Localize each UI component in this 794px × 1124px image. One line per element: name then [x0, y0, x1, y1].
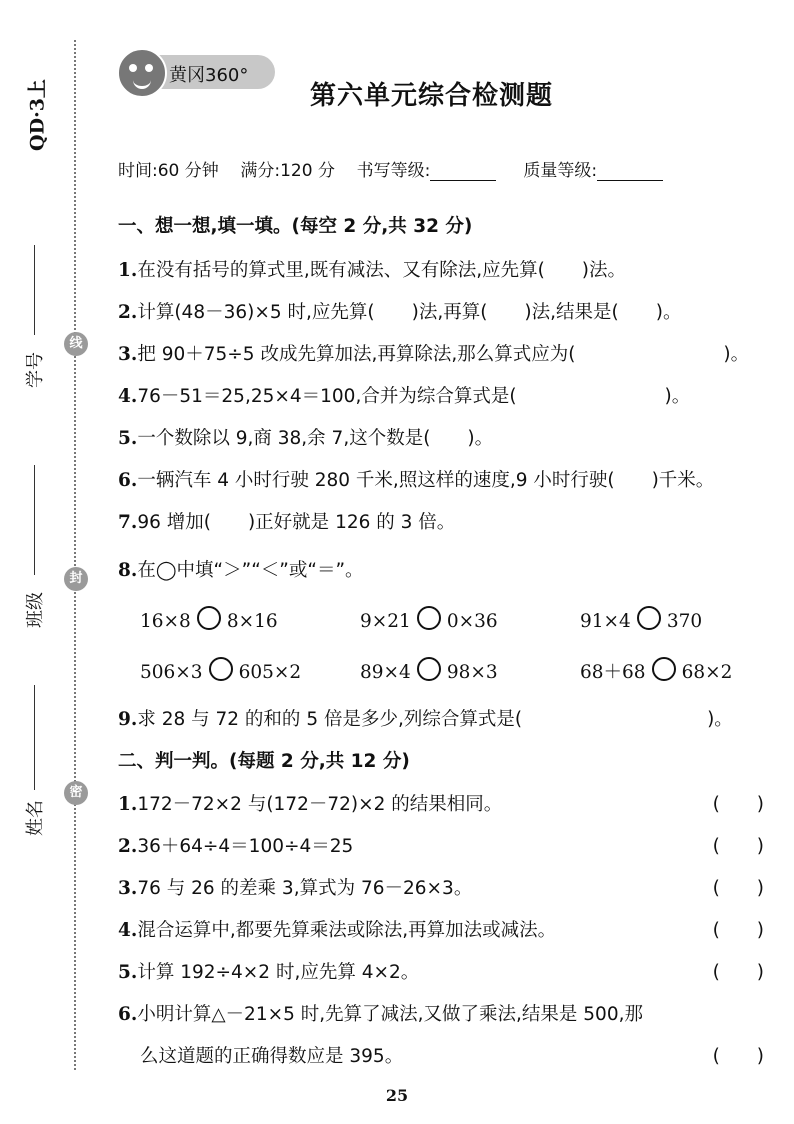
page-number: 25	[385, 1086, 409, 1105]
q2-2	[118, 832, 353, 858]
name-field[interactable]	[14, 685, 54, 845]
q2-3	[118, 874, 472, 900]
compare-circle[interactable]	[417, 657, 441, 681]
q-number: 1.	[118, 794, 138, 815]
q-text: 在◯中填“＞”“＜”或“＝”。	[137, 560, 364, 581]
q2-6-continued: 么这道题的正确得数应是 395。	[140, 1046, 404, 1067]
writing-grade-label: 书写等级:	[356, 161, 431, 181]
exam-meta	[118, 156, 663, 181]
q-text: 36＋64÷4＝100÷4＝25	[137, 836, 354, 857]
q-text: 计算(48－36)×5 时,应先算( )法,再算( )法,结果是( )。	[137, 302, 682, 323]
compare-circle[interactable]	[197, 606, 221, 630]
compare-item: 9×21 0×36	[360, 606, 498, 632]
q2-6	[118, 1000, 643, 1026]
q1-6	[118, 466, 714, 492]
answer-paren[interactable]: ( )	[712, 962, 764, 983]
writing-grade-blank[interactable]	[430, 162, 496, 181]
q-number: 8.	[118, 560, 138, 581]
compare-circle[interactable]	[209, 657, 233, 681]
compare-circle[interactable]	[417, 606, 441, 630]
brand-badge	[117, 48, 277, 94]
q-text: 76－51＝25,25×4＝100,合并为综合算式是( )。	[137, 386, 691, 407]
class-line	[34, 465, 35, 575]
q-text: 172－72×2 与(172－72)×2 的结果相同。	[137, 794, 503, 815]
q-text: 小明计算△－21×5 时,先算了减法,又做了乘法,结果是 500,那	[137, 1004, 643, 1025]
q2-1	[118, 790, 502, 816]
q2-5	[118, 958, 419, 984]
q1-7	[118, 508, 455, 534]
q-text: 一辆汽车 4 小时行驶 280 千米,照这样的速度,9 小时行驶( )千米。	[137, 470, 715, 491]
compare-item: 16×8 8×16	[140, 606, 278, 632]
q2-4	[118, 916, 556, 942]
q1-4	[118, 382, 690, 408]
answer-paren[interactable]: ( )	[712, 1046, 764, 1067]
q1-5	[118, 424, 493, 450]
q-text: 76 与 26 的差乘 3,算式为 76－26×3。	[137, 878, 473, 899]
q-text: 96 增加( )正好就是 126 的 3 倍。	[137, 512, 456, 533]
page-title: 第六单元综合检测题	[310, 81, 554, 111]
section1-header: 一、想一想,填一填。(每空 2 分,共 32 分)	[118, 216, 473, 237]
q-number: 3.	[118, 344, 138, 365]
compare-item: 91×4 370	[580, 606, 702, 632]
brand-text: 黄冈360°	[169, 65, 249, 86]
time-limit: 时间:60 分钟	[118, 161, 219, 181]
q1-3	[118, 340, 749, 366]
binding-margin	[0, 0, 83, 1124]
student-id-line	[34, 245, 35, 335]
compare-circle[interactable]	[652, 657, 676, 681]
seal-line-mark: 线	[64, 332, 88, 356]
q-number: 3.	[118, 878, 138, 899]
class-field[interactable]	[14, 465, 54, 628]
q-number: 5.	[118, 428, 138, 449]
quality-grade-label: 质量等级:	[523, 161, 598, 181]
compare-item: 506×3 605×2	[140, 657, 301, 683]
compare-item: 68＋68 68×2	[580, 657, 732, 684]
student-id-field[interactable]	[14, 245, 54, 395]
q-text: 一个数除以 9,商 38,余 7,这个数是( )。	[137, 428, 494, 449]
q-number: 9.	[118, 709, 138, 730]
name-label: 姓名	[25, 800, 46, 836]
q-number: 7.	[118, 512, 138, 533]
student-id-label: 学号	[25, 352, 46, 388]
answer-paren[interactable]: ( )	[712, 794, 764, 815]
q1-1	[118, 256, 626, 282]
seal-secret-mark: 密	[64, 781, 88, 805]
name-line	[34, 685, 35, 790]
q-number: 1.	[118, 260, 138, 281]
q-number: 6.	[118, 470, 138, 491]
q-number: 2.	[118, 302, 138, 323]
q-text: 在没有括号的算式里,既有减法、又有除法,应先算( )法。	[137, 260, 627, 281]
dotted-cut-line	[74, 40, 76, 1070]
q-number: 2.	[118, 836, 138, 857]
edition-code: QD·3上	[26, 79, 49, 151]
q1-9	[118, 705, 733, 731]
seal-seal-mark: 封	[64, 567, 88, 591]
answer-paren[interactable]: ( )	[712, 878, 764, 899]
q-number: 6.	[118, 1004, 138, 1025]
q-text: 混合运算中,都要先算乘法或除法,再算加法或减法。	[137, 920, 557, 941]
q-number: 4.	[118, 386, 138, 407]
full-score: 满分:120 分	[240, 161, 335, 181]
q-number: 4.	[118, 920, 138, 941]
q1-8	[118, 556, 364, 582]
q-text: 求 28 与 72 的和的 5 倍是多少,列综合算式是( )。	[137, 709, 733, 730]
q-text: 计算 192÷4×2 时,应先算 4×2。	[137, 962, 420, 983]
answer-paren[interactable]: ( )	[712, 920, 764, 941]
q-text: 把 90＋75÷5 改成先算加法,再算除法,那么算式应为( )。	[137, 344, 750, 365]
q1-2	[118, 298, 681, 324]
q-number: 5.	[118, 962, 138, 983]
compare-item: 89×4 98×3	[360, 657, 498, 683]
class-label: 班级	[25, 592, 46, 628]
section2-header: 二、判一判。(每题 2 分,共 12 分)	[118, 751, 410, 772]
compare-circle[interactable]	[637, 606, 661, 630]
mascot-icon	[117, 48, 167, 98]
answer-paren[interactable]: ( )	[712, 836, 764, 857]
quality-grade-blank[interactable]	[597, 162, 663, 181]
